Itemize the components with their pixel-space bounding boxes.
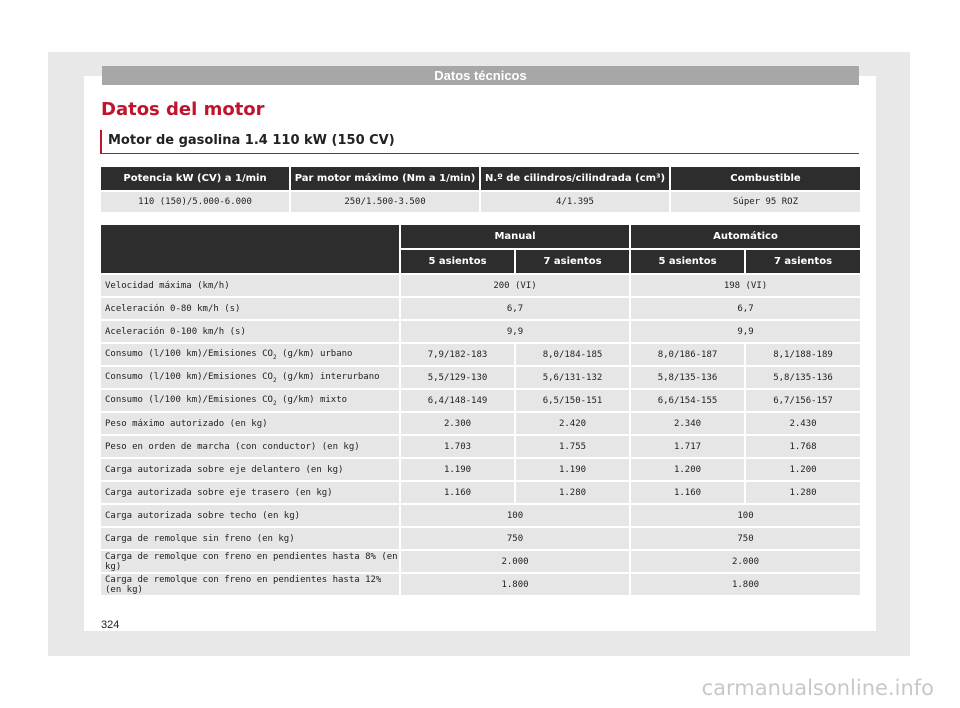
row-value: 2.420 [516,413,629,434]
row-label: Carga de remolque con freno en pendientes hasta 12% (en kg) [101,574,399,595]
table-row [101,505,860,526]
row-value: 8,1/188-189 [746,344,860,365]
row-value: 1.768 [746,436,860,457]
group-automatic: Automático [631,225,860,248]
row-value: 1.280 [746,482,860,503]
row-value: 5,6/131-132 [516,367,629,388]
table-row [101,413,860,434]
header-fuel: Combustible [671,167,860,190]
row-label-suffix: (g/km) interurbano [276,371,380,382]
value-fuel: Súper 95 ROZ [671,192,860,212]
page-number: 324 [101,619,120,631]
value-power: 110 (150)/5.000-6.000 [101,192,289,212]
header-power: Potencia kW (CV) a 1/min [101,167,289,190]
row-value: 6,4/148-149 [401,390,514,411]
row-value: 6,7 [401,298,629,319]
row-value: 2.000 [401,551,629,572]
chapter-banner: Datos técnicos [102,66,859,85]
row-value: 1.200 [746,459,860,480]
engine-heading [100,130,859,154]
section-title: Datos del motor [101,99,265,120]
value-torque: 250/1.500-3.500 [291,192,479,212]
perf-group-row [101,225,860,248]
row-value: 8,0/186-187 [631,344,744,365]
value-cylinders: 4/1.395 [481,192,669,212]
engine-value-row [101,192,860,212]
table-row [101,574,860,595]
row-value: 2.340 [631,413,744,434]
row-value: 1.160 [631,482,744,503]
row-value: 7,9/182-183 [401,344,514,365]
row-label-text: Consumo (l/100 km)/Emisiones CO [105,348,273,359]
row-value: 6,5/150-151 [516,390,629,411]
watermark: carmanualsonline.info [701,676,934,700]
row-value: 1.800 [631,574,860,595]
row-value: 2.000 [631,551,860,572]
row-label: Aceleración 0-100 km/h (s) [101,321,399,342]
row-value: 2.300 [401,413,514,434]
row-label: Carga autorizada sobre eje trasero (en kg) [101,482,399,503]
row-value: 100 [401,505,629,526]
row-label-suffix: (g/km) mixto [276,394,348,405]
row-value: 1.755 [516,436,629,457]
row-value: 5,8/135-136 [746,367,860,388]
row-value: 100 [631,505,860,526]
row-value: 6,6/154-155 [631,390,744,411]
row-label-suffix: (g/km) urbano [276,348,353,359]
row-value: 1.190 [516,459,629,480]
row-value: 9,9 [631,321,860,342]
row-label: Peso en orden de marcha (con conductor) (en kg) [101,436,399,457]
table-row [101,275,860,296]
row-value: 2.430 [746,413,860,434]
row-value: 1.717 [631,436,744,457]
header-torque: Par motor máximo (Nm a 1/min) [291,167,479,190]
row-value: 6,7 [631,298,860,319]
table-row [101,459,860,480]
row-value: 9,9 [401,321,629,342]
table-row [101,482,860,503]
table-row [101,528,860,549]
row-value: 5,8/135-136 [631,367,744,388]
row-label: Carga autorizada sobre techo (en kg) [101,505,399,526]
manual-5-seats: 5 asientos [401,250,514,273]
row-label: Velocidad máxima (km/h) [101,275,399,296]
row-label-subscript: 2 [272,399,277,407]
row-value: 5,5/129-130 [401,367,514,388]
row-label-text: Consumo (l/100 km)/Emisiones CO [105,371,273,382]
header-cylinders: N.º de cilindros/cilindrada (cm³) [481,167,669,190]
row-value: 1.200 [631,459,744,480]
table-row [101,344,860,365]
row-label-subscript: 2 [272,376,277,384]
row-label: Carga autorizada sobre eje delantero (en kg) [101,459,399,480]
manual-7-seats: 7 asientos [516,250,629,273]
row-label: Carga de remolque con freno en pendientes hasta 8% (en kg) [101,551,399,572]
row-value: 750 [401,528,629,549]
table-row [101,321,860,342]
row-value: 750 [631,528,860,549]
table-row [101,367,860,388]
perf-corner-cell [101,225,399,273]
row-value: 8,0/184-185 [516,344,629,365]
row-value: 198 (VI) [631,275,860,296]
row-label [101,367,399,388]
auto-7-seats: 7 asientos [746,250,860,273]
performance-table [99,223,862,597]
row-label: Peso máximo autorizado (en kg) [101,413,399,434]
row-value: 1.703 [401,436,514,457]
engine-header-row [101,167,860,190]
row-label-subscript: 2 [272,353,277,361]
row-value: 1.190 [401,459,514,480]
row-label [101,390,399,411]
row-value: 1.160 [401,482,514,503]
auto-5-seats: 5 asientos [631,250,744,273]
row-label [101,344,399,365]
engine-specs-table [99,165,862,214]
table-row [101,551,860,572]
table-row [101,298,860,319]
row-value: 1.800 [401,574,629,595]
group-manual: Manual [401,225,629,248]
table-row [101,390,860,411]
row-value: 1.280 [516,482,629,503]
engine-heading-text: Motor de gasolina 1.4 110 kW (150 CV) [108,133,395,148]
row-label: Aceleración 0-80 km/h (s) [101,298,399,319]
row-label-text: Consumo (l/100 km)/Emisiones CO [105,394,273,405]
row-value: 200 (VI) [401,275,629,296]
table-row [101,436,860,457]
row-label: Carga de remolque sin freno (en kg) [101,528,399,549]
row-value: 6,7/156-157 [746,390,860,411]
